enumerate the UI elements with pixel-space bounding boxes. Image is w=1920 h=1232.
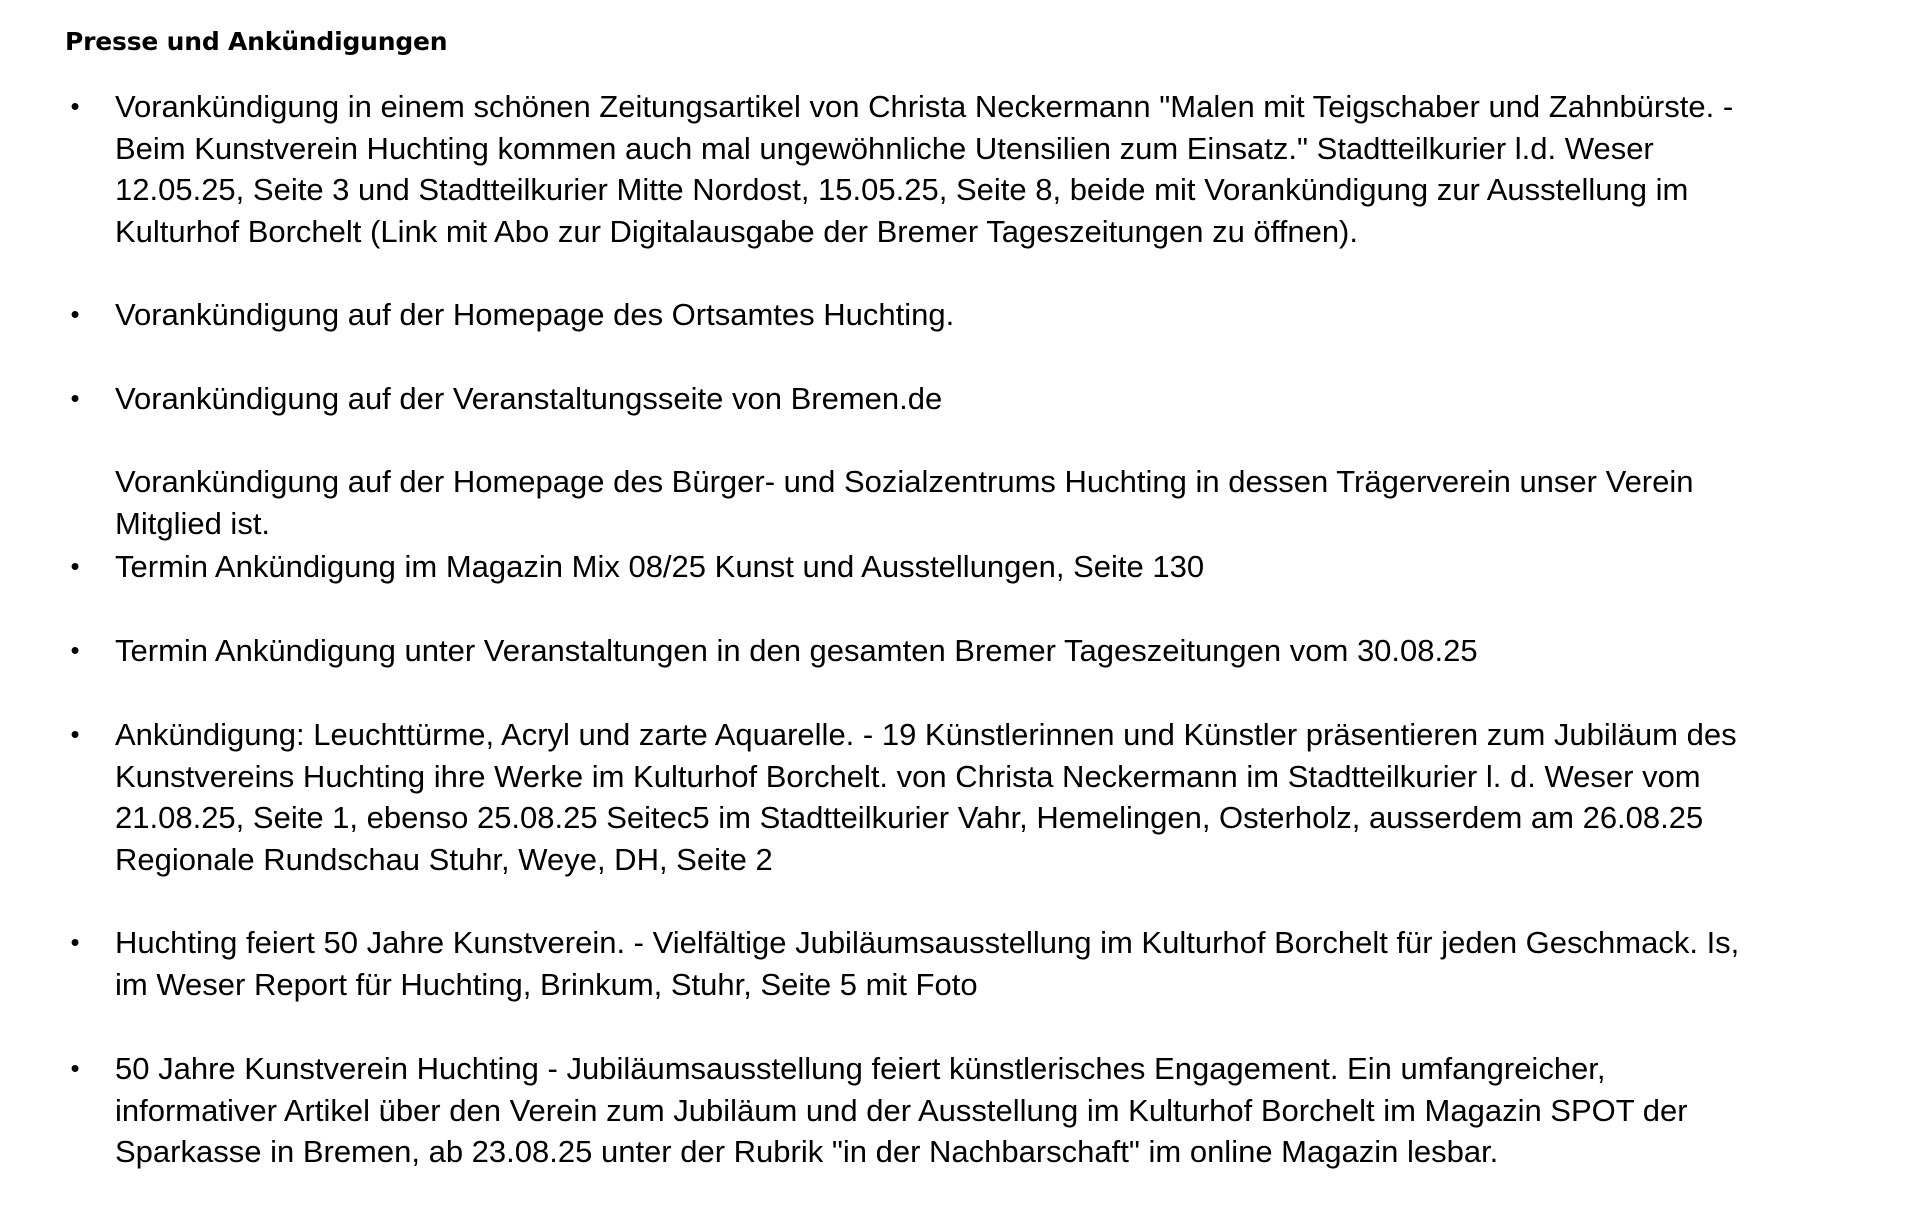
- item-text-line: Ankündigung: Leuchttürme, Acryl und zarte Aquarelle. - 19 Künstlerinnen und Künstler präsentieren zum Jubiläum des: [115, 717, 1737, 752]
- list-item: [70, 630, 1905, 672]
- bullet-glyph: •: [70, 927, 80, 957]
- list-item: [70, 1048, 1905, 1173]
- bullet-glyph: •: [70, 383, 80, 413]
- list-item: [115, 461, 1905, 544]
- item-text-line: Vorankündigung auf der Homepage des Bürger- und Sozialzentrums Huchting in dessen Trägerverein unser Verein: [115, 464, 1694, 499]
- bullet-glyph: •: [70, 91, 80, 121]
- list-item: [70, 714, 1905, 880]
- list-item: [70, 378, 1905, 420]
- item-text-line: Beim Kunstverein Huchting kommen auch mal ungewöhnliche Utensilien zum Einsatz." Stadtteilkurier l.d. Weser: [115, 130, 1654, 166]
- list-item: [70, 922, 1905, 1005]
- bullet-glyph: •: [70, 551, 80, 581]
- item-text-line: Kulturhof Borchelt (Link mit Abo zur Digitalausgabe der Bremer Tageszeitungen zu öffnen).: [115, 213, 1358, 249]
- item-text-line: Vorankündigung auf der Homepage des Ortsamtes Huchting.: [115, 297, 955, 332]
- item-text-line: informativer Artikel über den Verein zum Jubiläum und der Ausstellung im Kulturhof Borchelt im Magazin SPOT der: [115, 1092, 1688, 1128]
- item-text-line: Huchting feiert 50 Jahre Kunstverein. - Vielfältige Jubiläumsausstellung im Kulturhof Borchelt für jeden Geschmack. Is,: [115, 925, 1740, 960]
- bullet-glyph: •: [70, 299, 80, 329]
- item-text-line: Sparkasse in Bremen, ab 23.08.25 unter der Rubrik "in der Nachbarschaft" im online Magazin lesbar.: [115, 1134, 1499, 1169]
- item-text-line: Mitglied ist.: [115, 505, 271, 541]
- list-item: [70, 546, 1905, 588]
- list-item: [70, 294, 1905, 336]
- bullet-glyph: •: [70, 1053, 80, 1083]
- item-text-line: Termin Ankündigung im Magazin Mix 08/25 Kunst und Ausstellungen, Seite 130: [115, 549, 1205, 584]
- item-text-line: Kunstvereins Huchting ihre Werke im Kulturhof Borchelt. von Christa Neckermann im Stadtteilkurier l. d. Weser vom: [115, 758, 1701, 794]
- item-text-line: im Weser Report für Huchting, Brinkum, Stuhr, Seite 5 mit Foto: [115, 966, 978, 1002]
- item-text-line: Termin Ankündigung unter Veranstaltungen in den gesamten Bremer Tageszeitungen vom 30.08.25: [115, 633, 1478, 668]
- item-text-line: Vorankündigung auf der Veranstaltungsseite von Bremen.de: [115, 381, 943, 416]
- bullet-glyph: •: [70, 635, 80, 665]
- item-text-line: 50 Jahre Kunstverein Huchting - Jubiläumsausstellung feiert künstlerisches Engagement. Ein umfangreicher,: [115, 1051, 1606, 1086]
- list-item: [70, 86, 1905, 252]
- item-text-line: 21.08.25, Seite 1, ebenso 25.08.25 Seitec5 im Stadtteilkurier Vahr, Hemelingen, Osterholz, ausserdem am 26.08.25: [115, 800, 1704, 835]
- item-text-line: Vorankündigung in einem schönen Zeitungsartikel von Christa Neckermann "Malen mit Teigschaber und Zahnbürste. -: [115, 89, 1734, 124]
- page-heading: Presse und Ankündigungen: [65, 27, 448, 56]
- item-text-line: Regionale Rundschau Stuhr, Weye, DH, Seite 2: [115, 841, 773, 877]
- bullet-glyph: •: [70, 719, 80, 749]
- item-text-line: 12.05.25, Seite 3 und Stadtteilkurier Mitte Nordost, 15.05.25, Seite 8, beide mit Vorankündigung zur Ausstellung im: [115, 172, 1689, 207]
